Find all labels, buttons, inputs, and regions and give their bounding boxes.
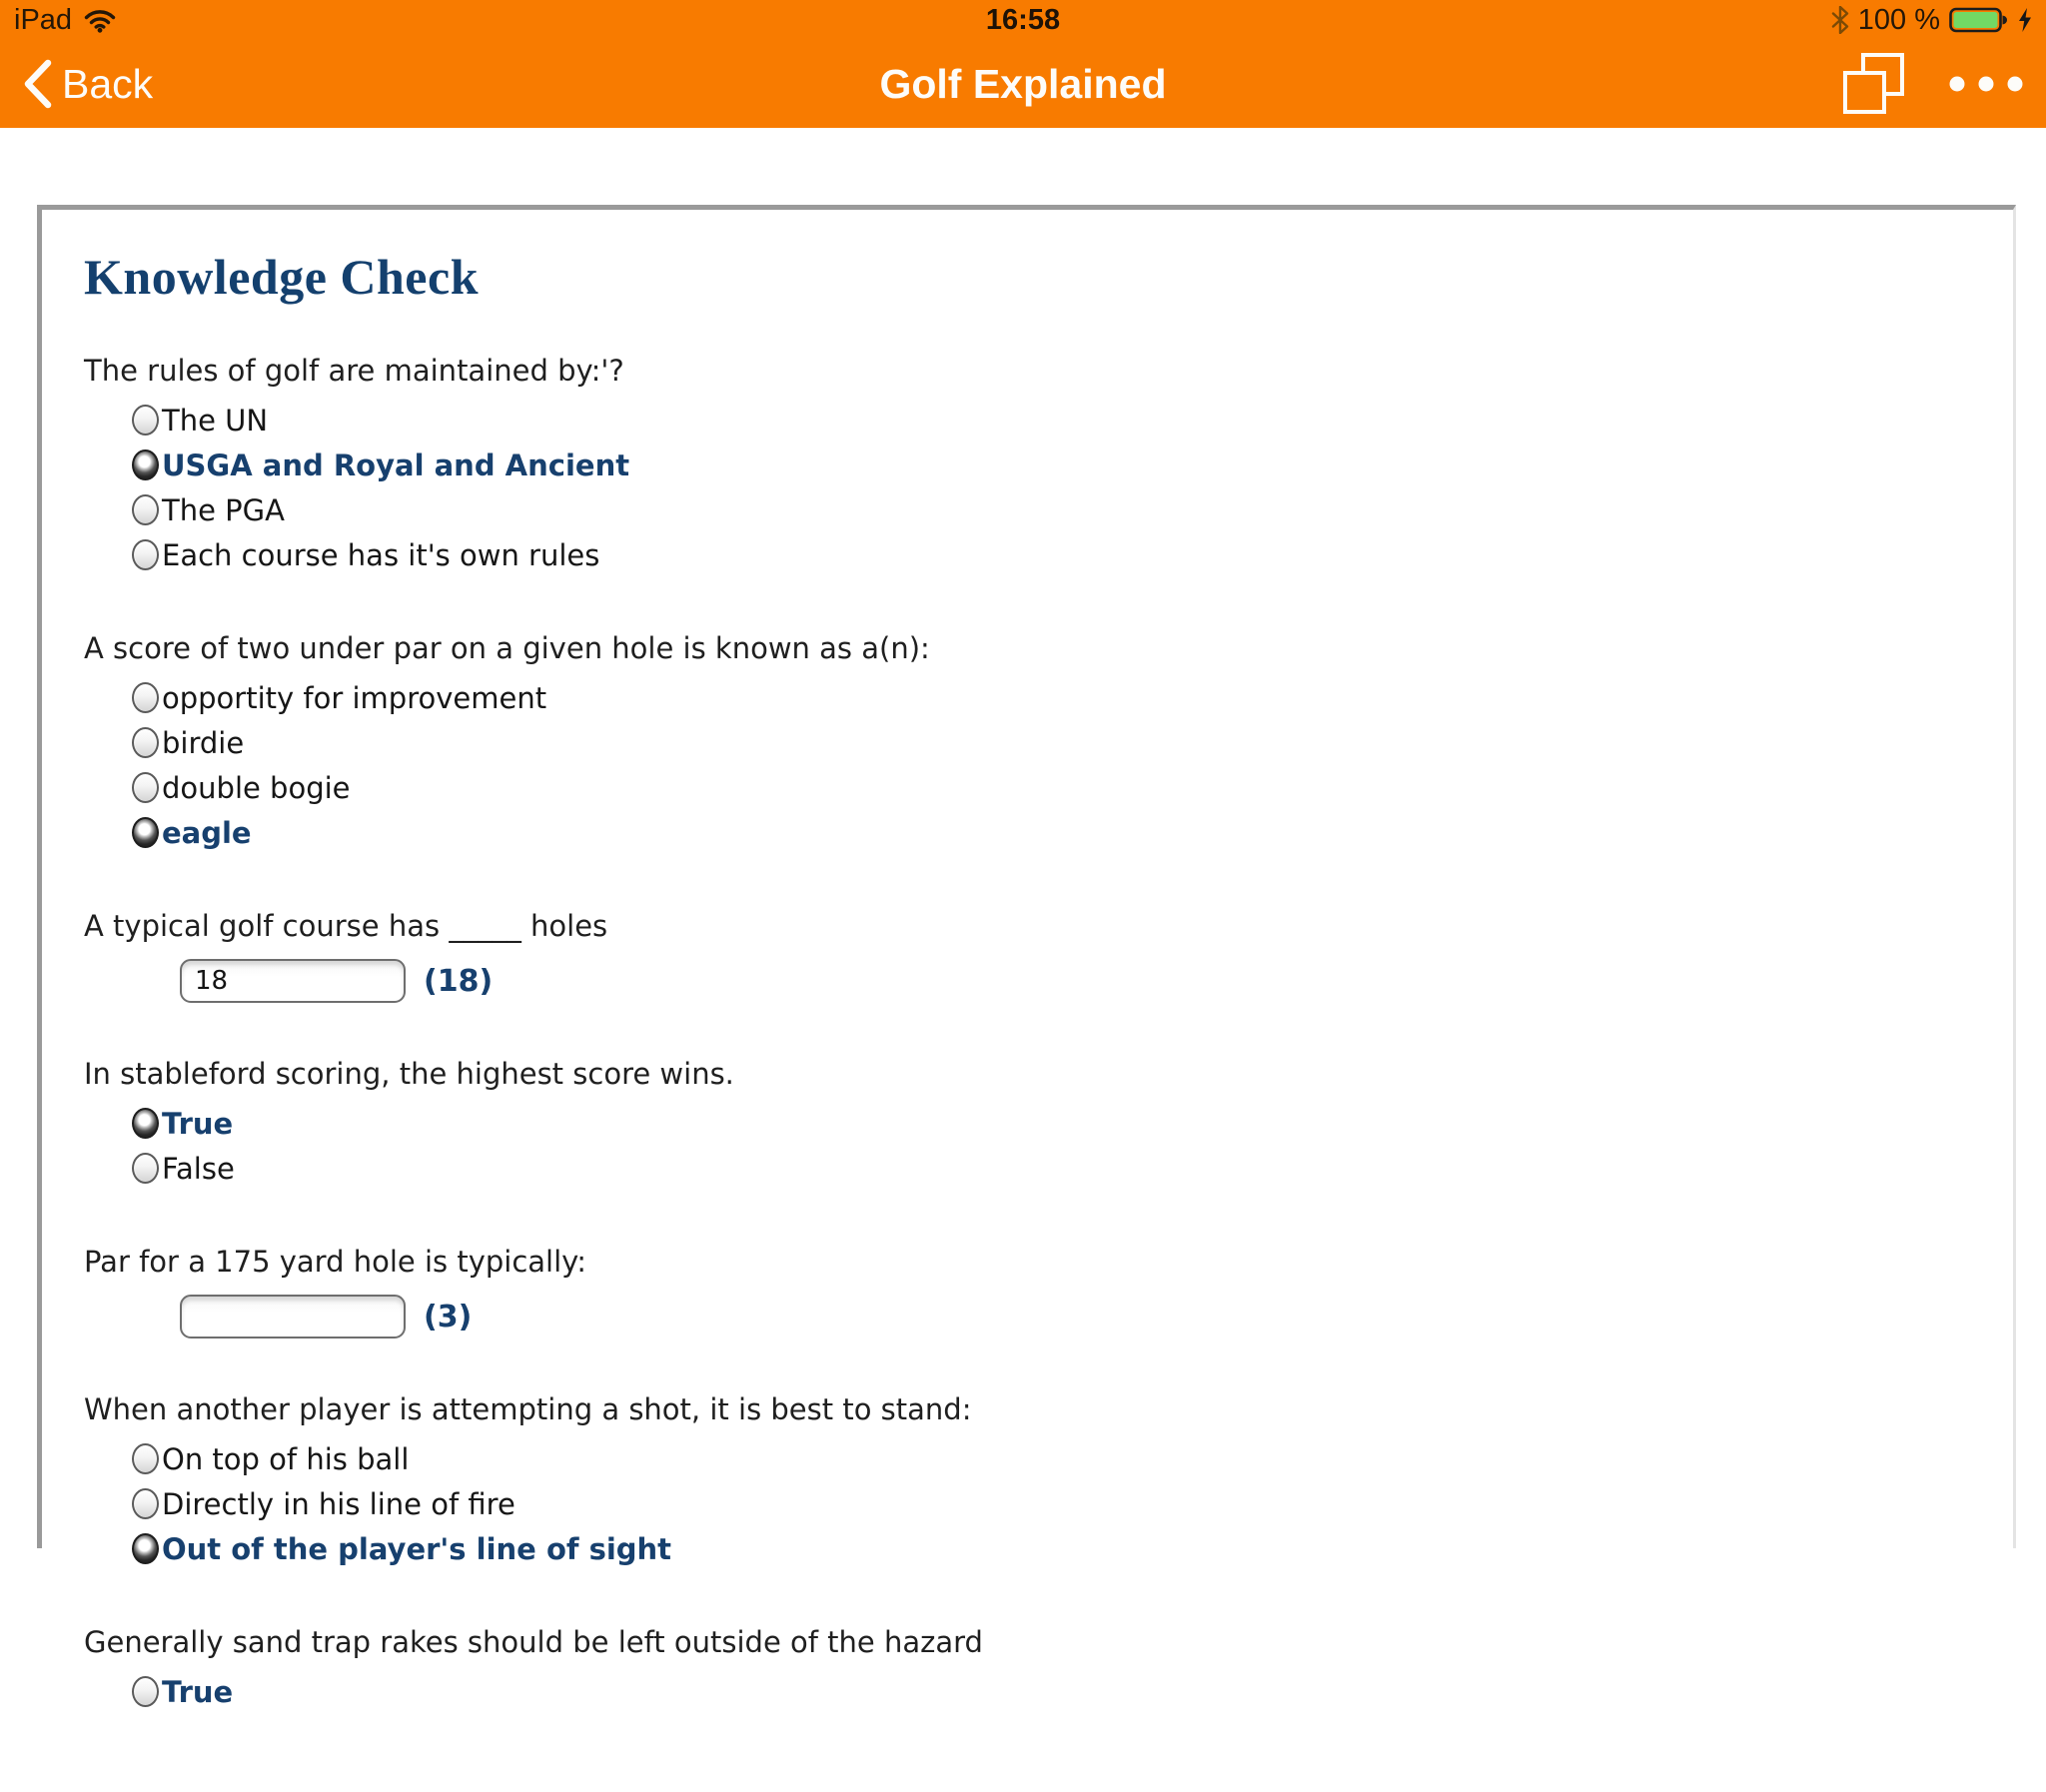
options — [132, 959, 1971, 1003]
page-title: Golf Explained — [879, 60, 1167, 107]
quiz-heading: Knowledge Check — [84, 249, 479, 305]
radio-option[interactable] — [132, 443, 1971, 487]
radio-button-icon[interactable] — [132, 449, 159, 480]
options — [132, 1101, 1971, 1191]
question-text: A typical golf course has _____ holes — [84, 909, 608, 943]
device-label: iPad — [14, 3, 73, 36]
radio-option[interactable] — [132, 1436, 1971, 1481]
question-block — [84, 631, 1971, 855]
radio-option[interactable] — [132, 398, 1971, 443]
question-text: When another player is attempting a shot, it is best to stand: — [84, 1392, 972, 1426]
radio-option[interactable] — [132, 487, 1971, 532]
clock: 16:58 — [985, 3, 1061, 36]
questions — [84, 354, 1971, 1714]
radio-button-icon[interactable] — [132, 1108, 159, 1139]
question-block — [84, 1245, 1971, 1339]
option-label: False — [162, 1151, 235, 1186]
radio-option[interactable] — [132, 1526, 1971, 1571]
overlapping-pages-icon[interactable] — [1842, 52, 1906, 116]
radio-button-icon[interactable] — [132, 817, 159, 848]
chevron-left-icon — [22, 59, 52, 109]
radio-button-icon[interactable] — [132, 1676, 159, 1707]
option-label: opportity for improvement — [162, 680, 547, 715]
radio-option[interactable] — [132, 720, 1971, 765]
radio-option[interactable] — [132, 765, 1971, 810]
answer-input[interactable] — [180, 1295, 406, 1339]
question-block — [84, 1057, 1971, 1191]
ellipsis-icon[interactable] — [1948, 75, 2024, 93]
options — [132, 398, 1971, 577]
back-label: Back — [62, 60, 154, 107]
question-block — [84, 354, 1971, 577]
question-block — [84, 1625, 1971, 1714]
option-label: eagle — [162, 815, 252, 850]
options — [132, 1669, 1971, 1714]
radio-button-icon[interactable] — [132, 539, 159, 570]
radio-option[interactable] — [132, 532, 1971, 577]
option-label: Each course has it's own rules — [162, 537, 600, 572]
nav-actions — [1842, 52, 2024, 116]
answer-hint: (3) — [424, 1299, 473, 1335]
option-label: Out of the player's line of sight — [162, 1531, 672, 1566]
answer-input[interactable] — [180, 959, 406, 1003]
options — [132, 675, 1971, 855]
radio-option[interactable] — [132, 1146, 1971, 1191]
radio-button-icon[interactable] — [132, 682, 159, 713]
radio-option[interactable] — [132, 1481, 1971, 1526]
radio-option[interactable] — [132, 1101, 1971, 1146]
option-label: double bogie — [162, 770, 351, 805]
option-label: birdie — [162, 725, 245, 760]
options — [132, 1436, 1971, 1571]
option-label: On top of his ball — [162, 1441, 410, 1476]
question-text: The rules of golf are maintained by:'? — [84, 354, 624, 388]
option-label: True — [162, 1674, 234, 1709]
radio-option[interactable] — [132, 1669, 1971, 1714]
fill-in-row — [180, 1295, 1971, 1339]
question-block — [84, 1392, 1971, 1571]
radio-option[interactable] — [132, 810, 1971, 855]
radio-button-icon[interactable] — [132, 405, 159, 436]
question-block — [84, 909, 1971, 1003]
question-text: In stableford scoring, the highest score wins. — [84, 1057, 734, 1091]
option-label: USGA and Royal and Ancient — [162, 448, 630, 482]
back-button[interactable] — [22, 59, 153, 109]
options — [132, 1295, 1971, 1339]
status-bar — [0, 0, 2046, 40]
fill-in-row — [180, 959, 1971, 1003]
option-label: Directly in his line of fire — [162, 1486, 515, 1521]
question-text: Par for a 175 yard hole is typically: — [84, 1245, 586, 1279]
radio-button-icon[interactable] — [132, 494, 159, 525]
nav-bar — [0, 40, 2046, 128]
quiz-content — [42, 210, 2013, 1792]
option-label: True — [162, 1106, 234, 1141]
answer-hint: (18) — [424, 963, 494, 999]
battery-percent-label: 100 % — [1857, 3, 1940, 36]
radio-button-icon[interactable] — [132, 1533, 159, 1564]
radio-button-icon[interactable] — [132, 772, 159, 803]
radio-button-icon[interactable] — [132, 1443, 159, 1474]
radio-button-icon[interactable] — [132, 727, 159, 758]
quiz-frame — [37, 205, 2016, 1709]
question-text: A score of two under par on a given hole is known as a(n): — [84, 631, 930, 665]
radio-button-icon[interactable] — [132, 1488, 159, 1519]
question-text: Generally sand trap rakes should be left outside of the hazard — [84, 1625, 983, 1659]
option-label: The PGA — [162, 492, 285, 527]
option-label: The UN — [162, 403, 269, 438]
radio-option[interactable] — [132, 675, 1971, 720]
radio-button-icon[interactable] — [132, 1153, 159, 1184]
